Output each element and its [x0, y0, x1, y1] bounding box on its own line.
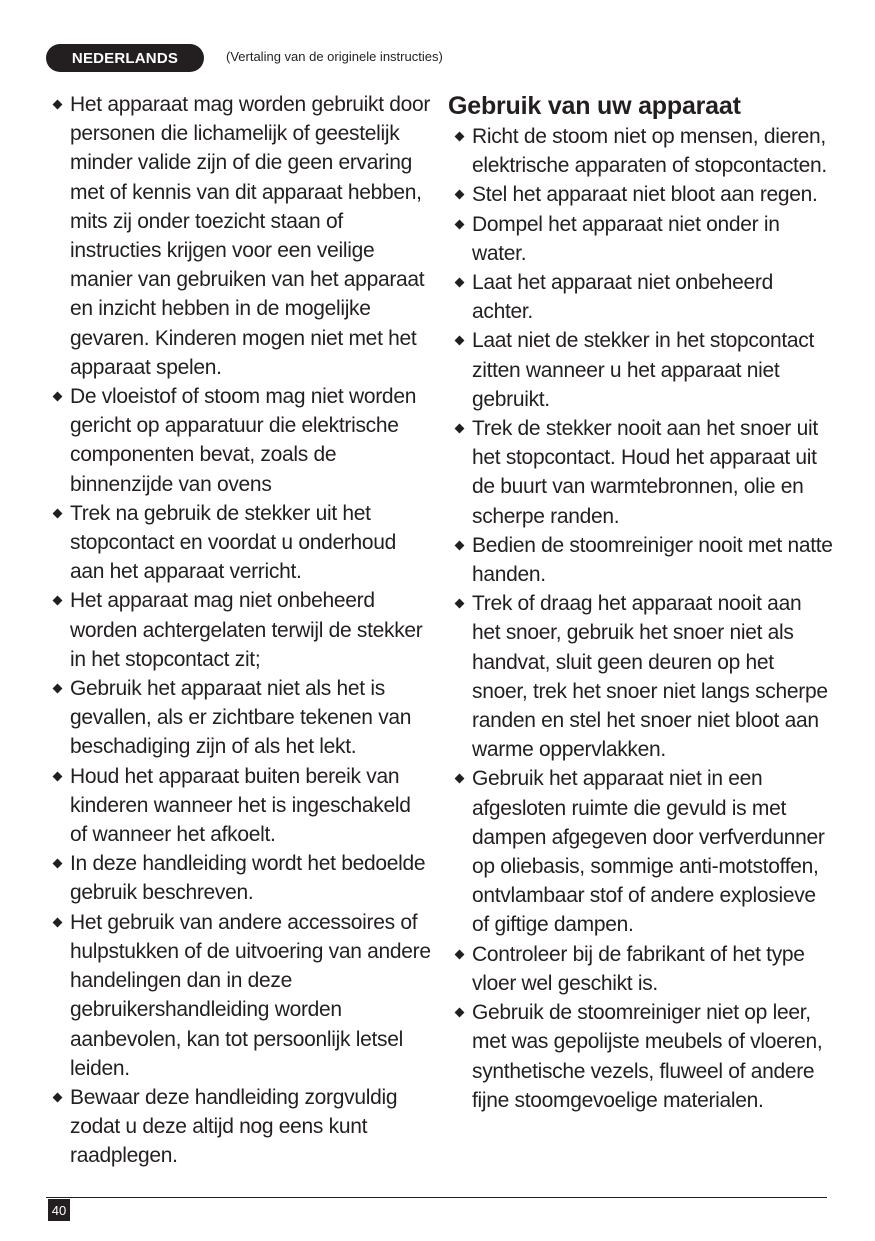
- diamond-bullet-icon: [53, 100, 63, 110]
- list-item: In deze handleiding wordt het bedoelde gebruik beschreven.: [46, 849, 431, 907]
- list-item: De vloeistof of stoom mag niet worden gericht op apparatuur die elektrische componenten bevat, zoals de binnenzijde van ovens: [46, 382, 431, 499]
- diamond-bullet-icon: [53, 859, 63, 869]
- diamond-bullet-icon: [53, 508, 63, 518]
- diamond-bullet-icon: [455, 599, 465, 609]
- list-item: Trek of draag het apparaat nooit aan het snoer, gebruik het snoer niet als handvat, sluit geen deuren op het snoer, trek het snoer niet langs scherpe randen en stel het snoer niet bloot aan warme oppervlakken.: [448, 589, 833, 764]
- list-item: Dompel het apparaat niet onder in water.: [448, 210, 833, 268]
- diamond-bullet-icon: [455, 278, 465, 288]
- diamond-bullet-icon: [455, 1008, 465, 1018]
- diamond-bullet-icon: [53, 392, 63, 402]
- usage-list-right: [448, 122, 833, 1115]
- list-item: Het gebruik van andere accessoires of hulpstukken of de uitvoering van andere handelingen dan in deze gebruikershandleiding worden aanbevolen, kan tot persoonlijk letsel leiden.: [46, 908, 431, 1083]
- list-item: Houd het apparaat buiten bereik van kinderen wanneer het is ingeschakeld of wanneer het afkoelt.: [46, 762, 431, 850]
- list-item: Laat niet de stekker in het stopcontact zitten wanneer u het apparaat niet gebruikt.: [448, 326, 833, 414]
- list-item: Bewaar deze handleiding zorgvuldig zodat u deze altijd nog eens kunt raadplegen.: [46, 1083, 431, 1171]
- diamond-bullet-icon: [455, 424, 465, 434]
- diamond-bullet-icon: [53, 596, 63, 606]
- page-number: 40: [48, 1199, 70, 1221]
- language-badge: NEDERLANDS: [46, 44, 204, 72]
- diamond-bullet-icon: [455, 540, 465, 550]
- list-item: Richt de stoom niet op mensen, dieren, elektrische apparaten of stopcontacten.: [448, 122, 833, 180]
- diamond-bullet-icon: [455, 774, 465, 784]
- diamond-bullet-icon: [455, 219, 465, 229]
- list-item: Gebruik de stoomreiniger niet op leer, met was gepolijste meubels of vloeren, synthetische vezels, fluweel of andere fijne stoomgevoelige materialen.: [448, 998, 833, 1115]
- diamond-bullet-icon: [53, 1092, 63, 1102]
- list-item: Het apparaat mag niet onbeheerd worden achtergelaten terwijl de stekker in het stopcontact zit;: [46, 586, 431, 674]
- footer-divider: [46, 1197, 827, 1198]
- list-item: Het apparaat mag worden gebruikt door personen die lichamelijk of geestelijk minder valide zijn of die geen ervaring met of kennis van dit apparaat hebben, mits zij onder toezicht staan of instructies krijgen voor een veilige manier van gebruiken van het apparaat en inzicht hebben in de mogelijke gevaren. Kinderen mogen niet met het apparaat spelen.: [46, 90, 431, 382]
- list-item: Gebruik het apparaat niet in een afgesloten ruimte die gevuld is met dampen afgegeven door verfverdunner op oliebasis, sommige anti-motstoffen, ontvlambaar stof of andere explosieve of giftige dampen.: [448, 764, 833, 939]
- diamond-bullet-icon: [53, 917, 63, 927]
- diamond-bullet-icon: [455, 336, 465, 346]
- diamond-bullet-icon: [53, 771, 63, 781]
- list-item: Bedien de stoomreiniger nooit met natte handen.: [448, 531, 833, 589]
- list-item: Gebruik het apparaat niet als het is gevallen, als er zichtbare tekenen van beschadiging zijn of als het lekt.: [46, 674, 431, 762]
- list-item: Laat het apparaat niet onbeheerd achter.: [448, 268, 833, 326]
- section-heading: Gebruik van uw apparaat: [448, 92, 741, 120]
- left-column: [46, 90, 431, 1171]
- diamond-bullet-icon: [53, 684, 63, 694]
- diamond-bullet-icon: [455, 949, 465, 959]
- list-item: Trek na gebruik de stekker uit het stopcontact en voordat u onderhoud aan het apparaat verricht.: [46, 499, 431, 587]
- translation-note: (Vertaling van de originele instructies): [226, 49, 443, 64]
- list-item: Controleer bij de fabrikant of het type vloer wel geschikt is.: [448, 940, 833, 998]
- list-item: Trek de stekker nooit aan het snoer uit het stopcontact. Houd het apparaat uit de buurt van warmtebronnen, olie en scherpe randen.: [448, 414, 833, 531]
- list-item: Stel het apparaat niet bloot aan regen.: [448, 180, 833, 209]
- right-column: [448, 90, 833, 1115]
- safety-list-left: [46, 90, 431, 1171]
- diamond-bullet-icon: [455, 132, 465, 142]
- diamond-bullet-icon: [455, 190, 465, 200]
